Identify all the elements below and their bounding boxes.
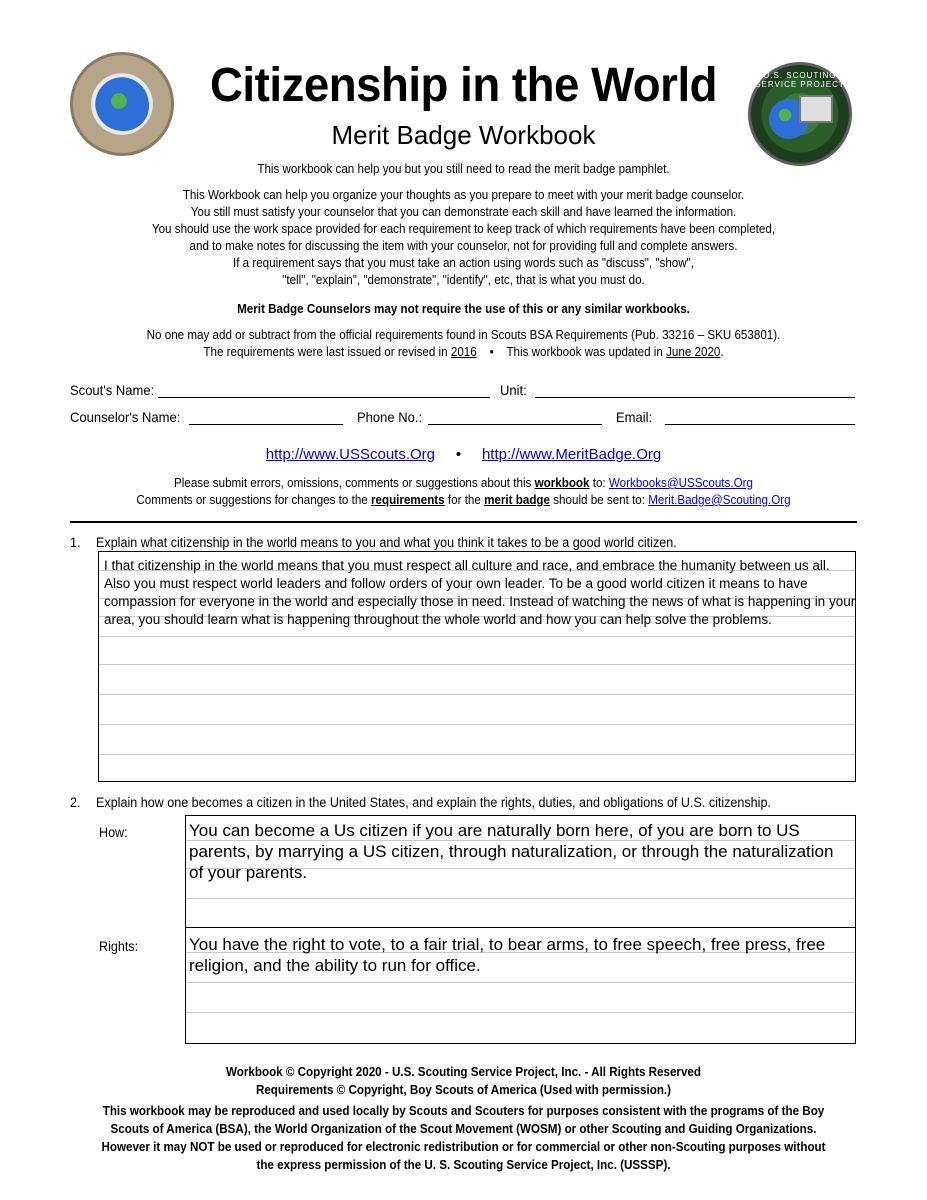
intro-para-line: and to make notes for discussing the item with your counselor, not for providing full and complete answers.: [189, 239, 738, 253]
submit-line-2: [88, 493, 839, 507]
rights-label: Rights:: [99, 939, 139, 954]
intro-para-line: You should use the work space provided for each requirement to keep track of which requirements have been completed,: [151, 222, 776, 236]
counselor-note: Merit Badge Counselors may not require the use of this or any similar workbooks.: [237, 302, 690, 316]
intro-para-line: "tell", "explain", "demonstrate", "identify", etc, that is what you must do.: [282, 273, 645, 287]
submit-line-1: [88, 476, 839, 490]
unit-field[interactable]: [535, 397, 855, 398]
links-row: [60, 446, 867, 463]
unit-label: Unit:: [500, 382, 527, 398]
scout-name-field[interactable]: [158, 397, 490, 398]
ruled-line: [99, 636, 855, 637]
question-text: Explain what citizenship in the world means to you and what you think it takes to be a good world citizen.: [96, 535, 677, 550]
email-field[interactable]: [665, 424, 855, 425]
ruled-line: [186, 982, 855, 983]
merit-badge-email-link[interactable]: Merit.Badge@Scouting.Org: [648, 493, 791, 507]
globe-icon: [99, 81, 149, 131]
issued-year: 2016: [450, 345, 477, 359]
submit-text: to:: [592, 476, 606, 490]
phone-label: Phone No.:: [357, 409, 423, 425]
question-number: 2.: [70, 795, 81, 810]
submit-bold: requirements: [370, 493, 445, 507]
submit-text: Please submit errors, omissions, comments or suggestions about this: [174, 476, 532, 490]
how-label: How:: [99, 825, 128, 840]
page-title: Citizenship in the World: [209, 59, 718, 112]
question-number: 1.: [70, 535, 81, 550]
intro-para-line: This Workbook can help you organize your thoughts as you prepare to meet with your merit badge counselor.: [182, 188, 745, 202]
question-1: [70, 535, 677, 550]
footer-requirements: Requirements © Copyright, Boy Scouts of America (Used with permission.): [255, 1083, 672, 1097]
question-2: [70, 795, 771, 810]
updated-date: June 2020: [666, 345, 721, 359]
ruled-line: [99, 724, 855, 725]
submit-bold: workbook: [534, 476, 590, 490]
counselor-name-field[interactable]: [189, 424, 343, 425]
intro-para-line: If a requirement says that you must take an action using words such as "discuss", "show",: [232, 256, 695, 270]
footer-license-line: the express permission of the U. S. Scouting Service Project, Inc. (USSSP).: [256, 1158, 671, 1172]
usssp-logo-text: U.S. SCOUTING SERVICE PROJECT: [755, 71, 845, 89]
answer-1-text: I that citizenship in the world means that you must respect all culture and race, and embrace the humanity between us all. Also you must respect world leaders and follow orders of your own leader. To be a good world citizen it means to have compassion for everyone in the world and especially those in need. Instead of watching the news of what is happening in your area, you should learn what is happening throughout the whole world and how you can help solve the problems.: [104, 558, 856, 627]
phone-field[interactable]: [428, 424, 602, 425]
submit-text: for the: [447, 493, 481, 507]
updated-suffix: .: [720, 345, 724, 359]
usscouts-link[interactable]: http://www.USScouts.Org: [265, 446, 436, 463]
footer-license-line: However it may NOT be used or reproduced for electronic redistribution or for commercial or other non-Scouting purposes without: [101, 1140, 826, 1154]
ruled-line: [99, 754, 855, 755]
workbooks-email-link[interactable]: Workbooks@USScouts.Org: [608, 476, 753, 490]
link-separator: •: [455, 446, 462, 463]
divider: [70, 521, 857, 523]
footer-license-line: This workbook may be reproduced and used locally by Scouts and Scouters for purposes consistent with the programs of the Boy: [102, 1104, 825, 1118]
updated-prefix: This workbook was updated in: [506, 345, 663, 359]
revision-line: [88, 345, 839, 359]
ruled-line: [186, 1012, 855, 1013]
ruled-line: [99, 664, 855, 665]
counselor-name-label: Counselor's Name:: [70, 409, 181, 425]
question-text: Explain how one becomes a citizen in the United States, and explain the rights, duties, and obligations of U.S. citizenship.: [96, 795, 771, 810]
intro-para-line: You still must satisfy your counselor that you can demonstrate each skill and have learned the information.: [190, 205, 737, 219]
page-subtitle: Merit Badge Workbook: [331, 120, 596, 150]
issued-prefix: The requirements were last issued or revised in: [203, 345, 448, 359]
footer-copyright: Workbook © Copyright 2020 - U.S. Scouting Service Project, Inc. - All Rights Reserved: [226, 1065, 701, 1079]
ruled-line: [186, 898, 855, 899]
submit-bold: merit badge: [484, 493, 550, 507]
footer-license-line: Scouts of America (BSA), the World Organization of the Scout Movement (WOSM) or other Scouting and Guiding Organizations.: [110, 1122, 817, 1136]
submit-text: Comments or suggestions for changes to the: [136, 493, 368, 507]
email-label: Email:: [616, 409, 653, 425]
intro-note: This workbook can help you but you still need to read the merit badge pamphlet.: [257, 162, 670, 176]
submit-text: should be sent to:: [553, 493, 646, 507]
meritbadge-link[interactable]: http://www.MeritBadge.Org: [481, 446, 662, 463]
official-requirements-note: No one may add or subtract from the official requirements found in Scouts BSA Requirements (Pub. 33216 – SKU 653801).: [146, 328, 781, 342]
answer-how-text: You can become a Us citizen if you are naturally born here, of you are born to US parents, by marrying a US citizen, through naturalization, or through the naturalization of your parents.: [189, 821, 834, 882]
ruled-line: [99, 694, 855, 695]
computer-icon: [799, 95, 833, 123]
answer-rights-text: You have the right to vote, to a fair trial, to bear arms, to free speech, free press, free religion, and the ability to run for office.: [189, 935, 826, 975]
bullet: •: [489, 345, 494, 359]
scout-name-label: Scout's Name:: [70, 382, 155, 398]
